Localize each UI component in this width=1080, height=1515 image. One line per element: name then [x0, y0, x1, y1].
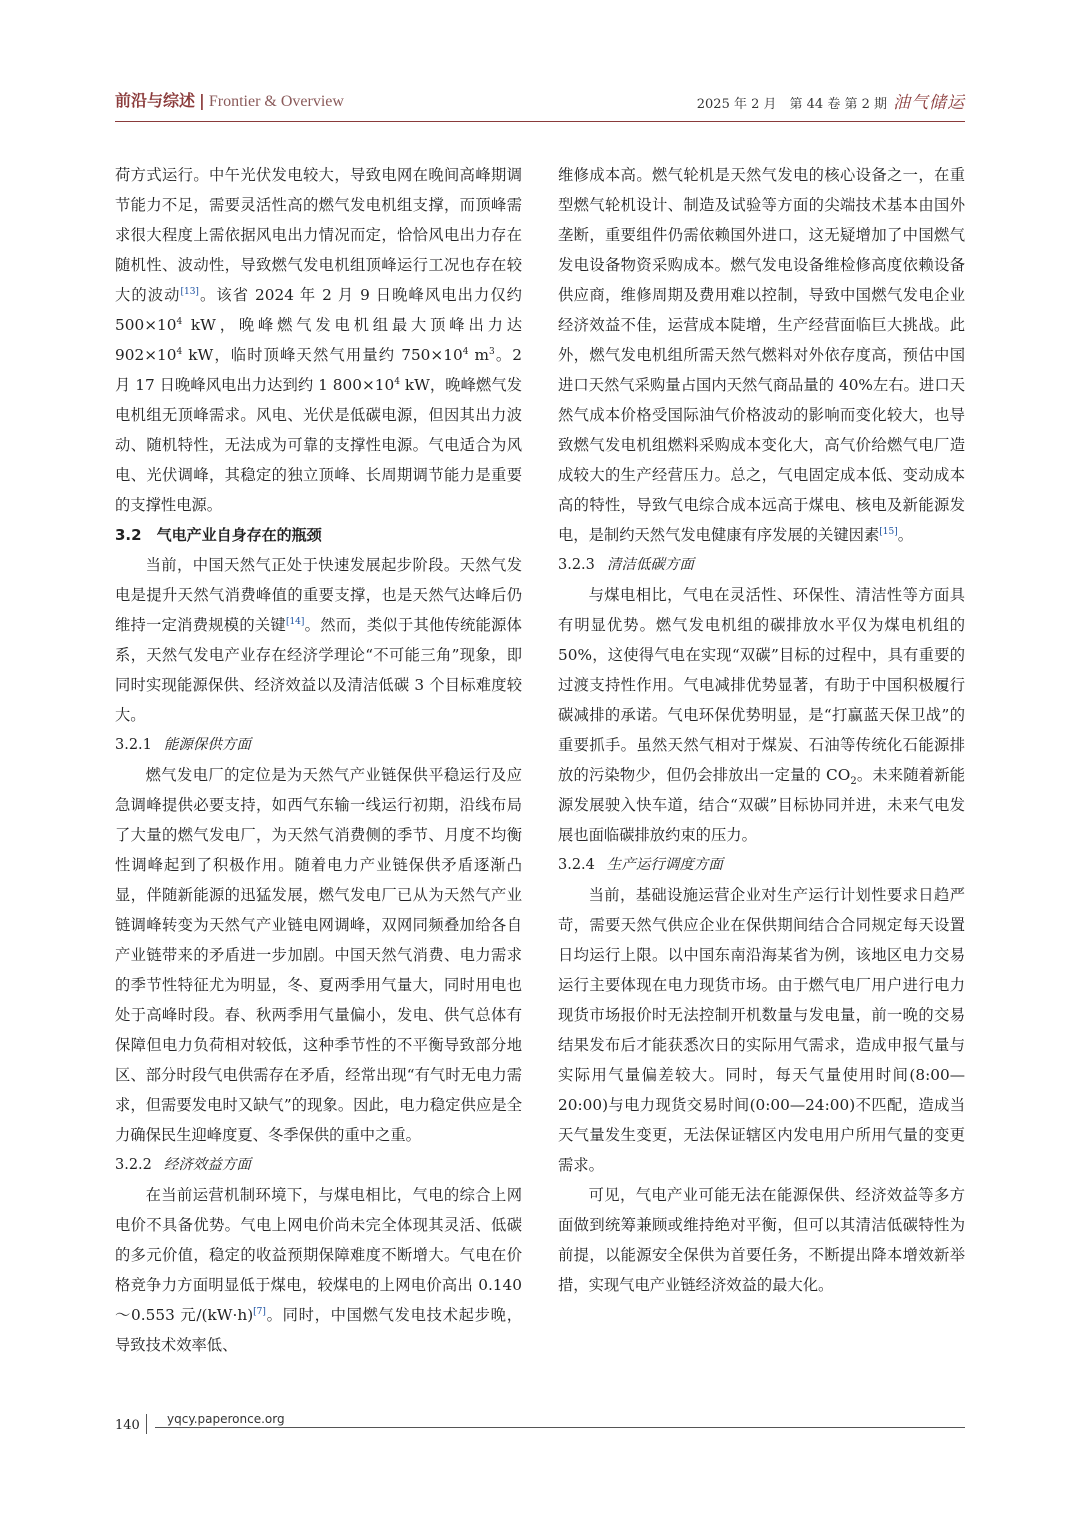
paragraph: 在当前运营机制环境下，与煤电相比，气电的综合上网电价不具备优势。气电上网电价尚未完全体现其灵活、低碳的多元价值，稳定的收益预期保障难度不断增大。气电在价格竞争力方面明显低于煤电，较煤电的上网电价高出 0.140～0.553 元/(kW·h)[7]。同时，中国燃气发电技术起步晚，导致技术效率低、: [115, 1186, 522, 1354]
subsection-heading-3-2-1: 3.2.1 能源保供方面: [115, 737, 251, 753]
left-column: [115, 160, 522, 1360]
section-title-en: Frontier & Overview: [208, 93, 344, 110]
issue-info: [697, 88, 965, 113]
paragraph: 与煤电相比，气电在灵活性、环保性、清洁性等方面具有明显优势。燃气发电机组的碳排放水平仅为煤电机组的 50%，这使得气电在实现“双碳”目标的过程中，具有重要的过渡支持性作用。气电减排优势显著，有助于中国积极履行碳减排的承诺。气电环保优势明显，是“打赢蓝天保卫战”的重要抓手。虽然天然气相对于煤炭、石油等传统化石能源排放的污染物少，但仍会排放出一定量的 $CO_2$。未来随着新能源发展驶入快车道，结合“双碳”目标协同并进，未来气电发展也面临碳排放约束的压力。: [558, 586, 965, 844]
header-separator: |: [199, 91, 205, 110]
footer-rule: [155, 1427, 965, 1428]
running-header: [115, 88, 965, 112]
page-number: 140: [115, 1414, 147, 1434]
paragraph: 燃气发电厂的定位是为天然气产业链保供平稳运行及应急调峰提供必要支持，如西气东输一线运行初期，沿线布局了大量的燃气发电厂，为天然气消费侧的季节、月度不均衡性调峰起到了积极作用。随着电力产业链保供矛盾逐渐凸显，伴随新能源的迅猛发展，燃气发电厂已从为天然气产业链调峰转变为天然气产业链电网调峰，双网同频叠加给各自产业链带来的矛盾进一步加剧。中国天然气消费、电力需求的季节性特征尤为明显，冬、夏两季用气量大，同时用电也处于高峰时段。春、秋两季用气量偏小，发电、供气总体有保障但电力负荷相对较低，这种季节性的不平衡导致部分地区、部分时段气电供需存在矛盾，经常出现“有气时无电力需求，但需要发电时又缺气”的现象。因此，电力稳定供应是全力确保民生迎峰度夏、冬季保供的重中之重。: [115, 766, 522, 1144]
citation[interactable]: [14]: [285, 616, 305, 627]
right-column: [558, 160, 965, 1300]
subsection-heading-3-2-4: 3.2.4 生产运行调度方面: [558, 857, 723, 873]
paragraph: 荷方式运行。中午光伏发电较大，导致电网在晚间高峰期调节能力不足，需要灵活性高的燃气发电机组支撑，而顶峰需求很大程度上需依据风电出力情况而定，恰恰风电出力存在随机性、波动性，导致燃气发电机组顶峰运行工况也存在较大的波动[13]。该省 2024 年 2 月 9 日晚峰风电出力仅约 $500\times 10^4$ kW，晚峰燃气发电机组最大顶峰出力达 $902\times 10^4$ kW，临时顶峰天然气用量约 $750\times 10^4$ $m^3$。2 月 17 日晚峰风电出力达到约 1 $800\times 10^4$ kW，晚峰燃气发电机组无顶峰需求。风电、光伏是低碳电源，但因其出力波动、随机特性，无法成为可靠的支撑性电源。气电适合为风电、光伏调峰，其稳定的独立顶峰、长周期调节能力是重要的支撑性电源。: [115, 166, 523, 514]
section-title-cn: 前沿与综述: [115, 91, 196, 110]
paragraph: 可见，气电产业可能无法在能源保供、经济效益等多方面做到统筹兼顾或维持绝对平衡，但可以其清洁低碳特性为前提，以能源安全保供为首要任务，不断提出降本增效新举措，实现气电产业链经济效益的最大化。: [558, 1186, 965, 1294]
citation[interactable]: [15]: [879, 526, 898, 537]
issue-date: 2025 年 2 月 第 44 卷 第 2 期: [696, 97, 887, 112]
citation[interactable]: [13]: [180, 286, 199, 297]
section-heading-3-2: 3.2 气电产业自身存在的瓶颈: [115, 526, 322, 544]
subsection-heading-3-2-3: 3.2.3 清洁低碳方面: [558, 557, 694, 573]
website-link[interactable]: yqcy.paperonce.org: [167, 1412, 285, 1426]
paragraph: 当前，中国天然气正处于快速发展起步阶段。天然气发电是提升天然气消费峰值的重要支撑，也是天然气达峰后仍维持一定消费规模的关键[14]。然而，类似于其他传统能源体系，天然气发电产业存在经济学理论“不可能三角”现象，即同时实现能源保供、经济效益以及清洁低碳 3 个目标难度较大。: [115, 556, 522, 724]
paragraph: 维修成本高。燃气轮机是天然气发电的核心设备之一，在重型燃气轮机设计、制造及试验等方面的尖端技术基本由国外垄断，重要组件仍需依赖国外进口，这无疑增加了中国燃气发电设备物资采购成本。燃气发电设备维检修高度依赖设备供应商，维修周期及费用难以控制，导致中国燃气发电企业经济效益不佳，运营成本陡增，生产经营面临巨大挑战。此外，燃气发电机组所需天然气燃料对外依存度高，预估中国进口天然气采购量占国内天然气商品量的 40%左右。进口天然气成本价格受国际油气价格波动的影响而变化较大，也导致燃气发电机组燃料采购成本变化大，高气价给燃气电厂造成较大的生产经营压力。总之，气电固定成本低、变动成本高的特性，导致气电综合成本远高于煤电、核电及新能源发电，是制约天然气发电健康有序发展的关键因素[15]。: [558, 166, 965, 544]
header-rule: [115, 121, 965, 122]
paragraph: 当前，基础设施运营企业对生产运行计划性要求日趋严苛，需要天然气供应企业在保供期间结合合同规定每天设置日均运行上限。以中国东南沿海某省为例，该地区电力交易运行主要体现在电力现货市场。由于燃气电厂用户进行电力现货市场报价时无法控制开机数量与发电量，前一晚的交易结果发布后才能获悉次日的实际用气需求，造成申报气量与实际用气量偏差较大。同时，每天气量使用时间(8:00—20:00)与电力现货交易时间(0:00—24:00)不匹配，造成当天气量发生变更，无法保证辖区内发电用户所用气量的变更需求。: [558, 886, 965, 1174]
page-footer: [115, 1414, 965, 1434]
section-label: [115, 88, 344, 111]
subsection-heading-3-2-2: 3.2.2 经济效益方面: [115, 1157, 251, 1173]
citation[interactable]: [7]: [253, 1306, 266, 1317]
journal-logo: 油气储运: [893, 93, 965, 113]
